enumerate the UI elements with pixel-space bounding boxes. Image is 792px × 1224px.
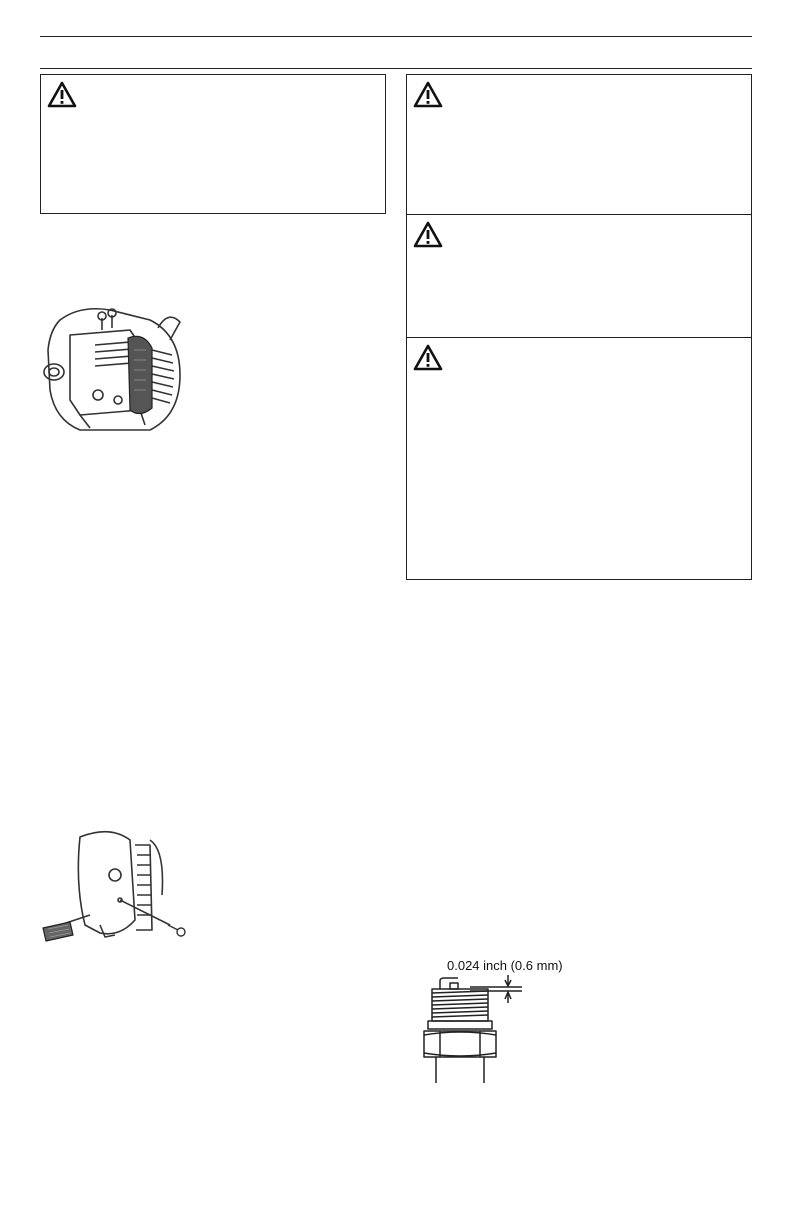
warning-triangle-icon <box>413 221 443 248</box>
filter-cover-screw-illustration <box>40 825 190 950</box>
warning-triangle-icon <box>413 344 443 371</box>
warning-box-2 <box>406 74 752 215</box>
header-rule-top <box>40 36 752 37</box>
header-rule-bottom <box>40 68 752 69</box>
warning-triangle-icon <box>413 81 443 108</box>
warning-box-4 <box>406 337 752 580</box>
warning-box-3 <box>406 214 752 338</box>
engine-air-filter-illustration <box>40 300 190 440</box>
warning-box-1 <box>40 74 386 214</box>
spark-plug-icon <box>410 975 535 1085</box>
spark-plug-gap-label: 0.024 inch (0.6 mm) <box>447 958 563 973</box>
warning-triangle-icon <box>47 81 77 108</box>
